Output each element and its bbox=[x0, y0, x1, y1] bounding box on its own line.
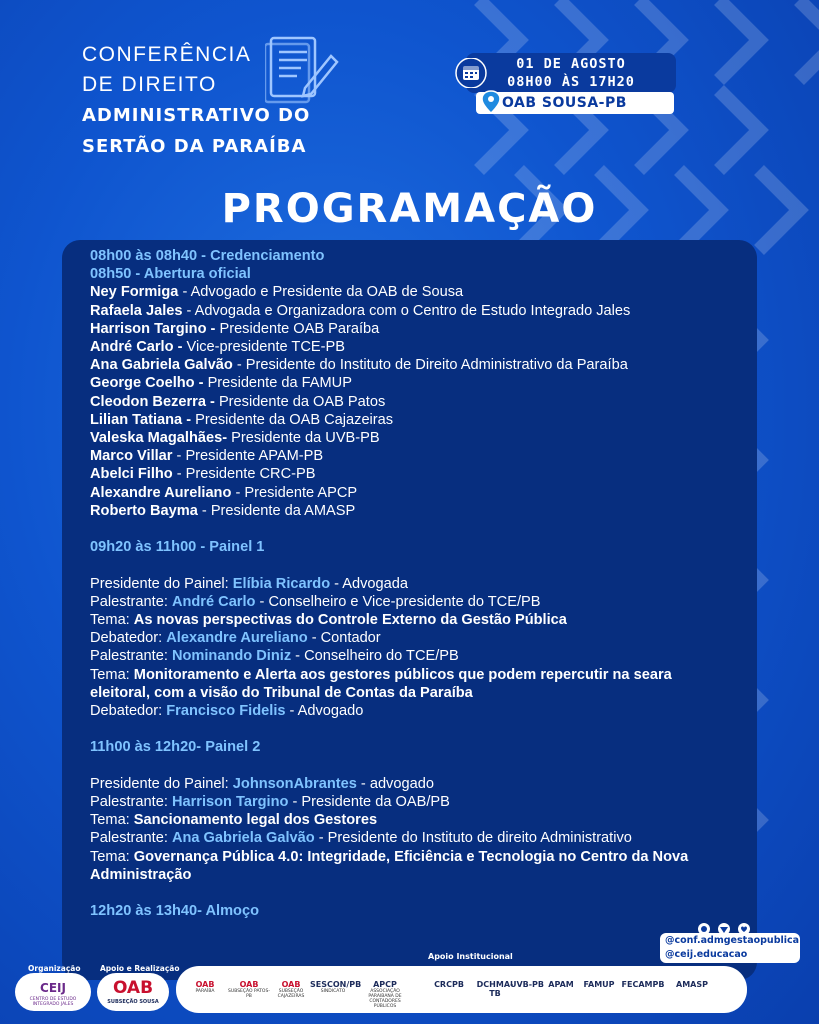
social-handle-2[interactable]: @ceij.educacao bbox=[665, 949, 748, 960]
partner-logo: UVB-PB bbox=[509, 980, 545, 989]
panel2-line: Tema: Governança Pública 4.0: Integridade, Eficiência e Tecnologia no Centro da Nova Administração bbox=[90, 848, 689, 883]
opening-item: Abelci Filho - Presidente CRC-PB bbox=[90, 466, 316, 483]
page-title: PROGRAMAÇÃO bbox=[221, 186, 598, 232]
document-pen-icon bbox=[265, 34, 339, 104]
institutional-logos bbox=[176, 966, 747, 1013]
panel1-line: Palestrante: André Carlo - Conselheiro e Vice-presidente do TCE/PB bbox=[90, 593, 541, 610]
date-time-box bbox=[466, 53, 676, 93]
opening-item: Cleodon Bezerra - Presidente da OAB Patos bbox=[90, 393, 386, 410]
schedule-content bbox=[90, 247, 720, 920]
calendar-icon bbox=[455, 58, 487, 88]
partner-logo: SESCON/PB SINDICATO bbox=[310, 980, 362, 994]
slot-almoco: 12h20 às 13h40- Almoço bbox=[90, 903, 259, 920]
event-location: OAB SOUSA-PB bbox=[502, 95, 627, 111]
partner-logo: DCHMA-TB bbox=[476, 980, 514, 998]
panel1-line: Palestrante: Nominando Diniz - Conselheiro do TCE/PB bbox=[90, 648, 459, 665]
opening-item: Rafaela Jales - Advogada e Organizadora com o Centro de Estudo Integrado Jales bbox=[90, 302, 631, 319]
partner-logo: OAB SUBSEÇÃO PATOS-PB bbox=[228, 980, 270, 999]
social-handles bbox=[660, 933, 800, 963]
opening-item: George Coelho - Presidente da FAMUP bbox=[90, 375, 352, 392]
title-line-2: DE DIREITO bbox=[82, 73, 217, 96]
partner-logo: OAB PARAÍBA bbox=[195, 980, 215, 994]
title-line-4: SERTÃO DA PARAÍBA bbox=[82, 136, 307, 157]
opening-item: Alexandre Aureliano - Presidente APCP bbox=[90, 484, 358, 501]
panel1-line: Presidente do Painel: Elíbia Ricardo - Advogada bbox=[90, 575, 409, 592]
panel1-line: Debatedor: Francisco Fidelis - Advogado bbox=[90, 703, 364, 720]
opening-item: Lilian Tatiana - Presidente da OAB Cajazeiras bbox=[90, 411, 394, 428]
inst-label: Apoio Institucional bbox=[428, 952, 513, 961]
partner-logo: FECAMPB bbox=[621, 980, 665, 989]
partner-logo: OAB SUBSEÇÃO CAJAZEIRAS bbox=[277, 980, 305, 999]
panel2-line: Palestrante: Harrison Targino - Presidente da OAB/PB bbox=[90, 794, 450, 811]
panel1-line: Tema: As novas perspectivas do Controle Externo da Gestão Pública bbox=[90, 612, 567, 629]
oab-sousa-logo: OAB SUBSEÇÃO SOUSA bbox=[97, 973, 169, 1011]
location-box bbox=[476, 92, 674, 114]
support-label: Apoio e Realização bbox=[100, 964, 180, 973]
org-label: Organização bbox=[28, 964, 81, 973]
ceij-logo: CEIJ CENTRO DE ESTUDO INTEGRADO JALES bbox=[15, 973, 91, 1011]
opening-item: Ana Gabriela Galvão - Presidente do Instituto de Direito Administrativo da Paraíba bbox=[90, 357, 628, 374]
title-line-3: ADMINISTRATIVO DO bbox=[82, 105, 311, 126]
opening-item: Ney Formiga - Advogado e Presidente da OAB de Sousa bbox=[90, 284, 464, 301]
slot-abertura: 08h50 - Abertura oficial bbox=[90, 266, 251, 283]
slot-credenciamento: 08h00 às 08h40 - Credenciamento bbox=[90, 248, 325, 264]
opening-item: André Carlo - Vice-presidente TCE-PB bbox=[90, 339, 345, 356]
panel2-line: Tema: Sancionamento legal dos Gestores bbox=[90, 812, 378, 829]
event-time: 08H00 ÀS 17H20 bbox=[507, 74, 635, 90]
social-handle-1[interactable]: @conf.admgestaopublica bbox=[665, 935, 800, 946]
panel2-line: Presidente do Painel: JohnsonAbrantes - advogado bbox=[90, 775, 434, 792]
event-date: 01 DE AGOSTO bbox=[516, 56, 626, 72]
partner-logo: AMASP bbox=[676, 980, 708, 989]
title-line-1: CONFERÊNCIA bbox=[82, 43, 252, 66]
opening-item: Roberto Bayma - Presidente da AMASP bbox=[90, 502, 356, 519]
opening-item: Marco Villar - Presidente APAM-PB bbox=[90, 448, 324, 465]
opening-list bbox=[90, 283, 720, 520]
partner-logo: APCP ASSOCIAÇÃO PARAIBANA DE CONTADORES PÚBLICOS bbox=[368, 980, 402, 1009]
panel1-time: 09h20 às 11h00 - Painel 1 bbox=[90, 539, 265, 556]
opening-item: Harrison Targino - Presidente OAB Paraíba bbox=[90, 320, 380, 337]
panel2-time: 11h00 às 12h20- Painel 2 bbox=[90, 739, 261, 756]
location-pin-icon bbox=[480, 89, 502, 115]
panel2-line: Palestrante: Ana Gabriela Galvão - Presidente do Instituto de direito Administrativo bbox=[90, 830, 632, 847]
opening-item: Valeska Magalhães- Presidente da UVB-PB bbox=[90, 430, 380, 447]
panel1-line: Debatedor: Alexandre Aureliano - Contador bbox=[90, 630, 381, 647]
partner-logo: FAMUP bbox=[583, 980, 615, 989]
panel1-line: Tema: Monitoramento e Alerta aos gestores públicos que podem repercutir na seara eleitoral, com a visão do Tribunal de Contas da Paraíba bbox=[90, 666, 672, 701]
partner-logo: APAM bbox=[548, 980, 574, 989]
partner-logo: CRCPB bbox=[434, 980, 464, 989]
